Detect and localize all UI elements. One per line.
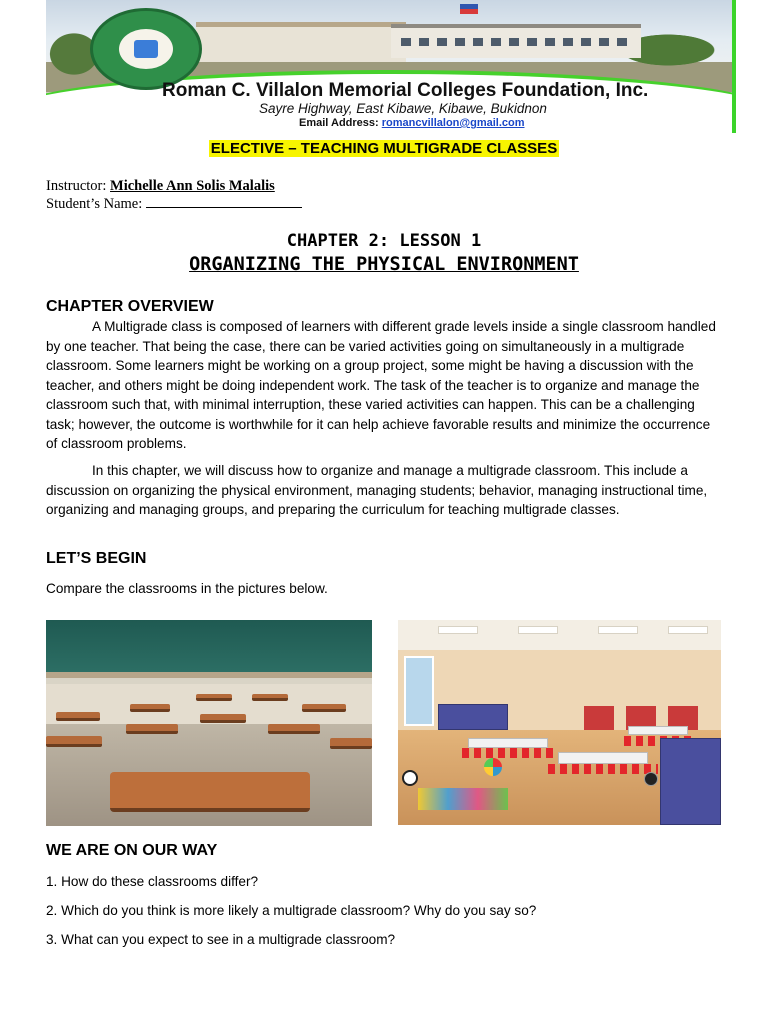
begin-heading: LET’S BEGIN (46, 550, 147, 567)
school-address: Sayre Highway, East Kibawe, Kibawe, Bukidnon (259, 101, 547, 116)
question-3: 3. What can you expect to see in a multigrade classroom? (46, 932, 396, 947)
overview-paragraph-2-text: In this chapter, we will discuss how to organize and manage a multigrade classroom. This include a discussion on organizing the physical environment, managing students; behavior, managing instructional time, organizing and managing groups, and preparing the curriculum for teaching multigrade classes. (46, 463, 708, 517)
lesson-title: ORGANIZING THE PHYSICAL ENVIRONMENT (189, 254, 579, 275)
campus-building-left (196, 22, 406, 62)
soccer-ball-icon (402, 770, 418, 786)
storage-shelf (584, 706, 614, 730)
course-title-text: ELECTIVE – TEACHING MULTIGRADE CLASSES (210, 140, 558, 157)
beach-ball-icon (484, 758, 502, 776)
student-name-blank[interactable] (146, 196, 302, 208)
overview-paragraph-1-text: A Multigrade class is composed of learners with different grade levels inside a single classroom handled by one teacher. That being the case, there can be varied activities going on simultaneously in a multigrade classroom. Some learners might be working on a group project, some might be having a discussion with the teacher, and others might be doing independent work. The task of the teacher is to organize and manage the classroom such that, with minimal interruption, these varied activities can happen. This can be a challenging task; however, the outcome is worthwhile for it can help achieve favorable results and minimize the occurrence of classroom problems. (46, 319, 716, 451)
group-table (468, 738, 548, 748)
chalkboard (46, 620, 372, 678)
overview-paragraph-1 (46, 317, 722, 454)
school-name: Roman C. Villalon Memorial Colleges Foundation, Inc. (162, 80, 649, 101)
school-seal-logo (90, 8, 202, 90)
desk (56, 712, 100, 721)
group-table (628, 726, 688, 735)
traditional-classroom-photo (46, 620, 372, 826)
book-icon (134, 40, 158, 58)
chapter-heading: CHAPTER 2: LESSON 1 (286, 231, 482, 251)
classroom-window (404, 656, 434, 726)
instructor-name: Michelle Ann Solis Malalis (110, 178, 275, 194)
overview-heading: CHAPTER OVERVIEW (46, 298, 214, 315)
desk (196, 694, 232, 701)
desk (268, 724, 320, 734)
desk (46, 736, 102, 747)
banner-green-edge (732, 0, 736, 133)
seal-center (119, 29, 173, 69)
storage-shelf (660, 738, 721, 825)
storage-shelf (438, 704, 508, 730)
desk (130, 704, 170, 712)
group-table (558, 752, 648, 764)
instructor-line (46, 178, 275, 195)
play-mat (418, 788, 508, 810)
desk (302, 704, 346, 712)
desk (252, 694, 288, 701)
way-heading: WE ARE ON OUR WAY (46, 842, 218, 859)
question-2: 2. Which do you think is more likely a multigrade classroom? Why do you say so? (46, 903, 537, 918)
student-label: Student’s Name: (46, 196, 143, 212)
desk (330, 738, 372, 749)
multigrade-classroom-photo (398, 620, 721, 825)
campus-building-right (391, 24, 641, 58)
front-desk (110, 772, 310, 812)
instructor-label: Instructor: (46, 178, 107, 194)
desk (126, 724, 178, 734)
overview-paragraph-2 (46, 461, 722, 520)
student-name-line (46, 196, 302, 213)
ball-icon (644, 772, 658, 786)
begin-instruction: Compare the classrooms in the pictures below. (46, 581, 328, 596)
school-email-line (299, 117, 525, 129)
flag-icon (460, 4, 478, 14)
desk (200, 714, 246, 723)
email-label: Email Address: (299, 117, 379, 129)
email-link[interactable]: romancvillalon@gmail.com (381, 117, 525, 129)
question-1: 1. How do these classrooms differ? (46, 874, 259, 889)
course-title (0, 140, 768, 157)
